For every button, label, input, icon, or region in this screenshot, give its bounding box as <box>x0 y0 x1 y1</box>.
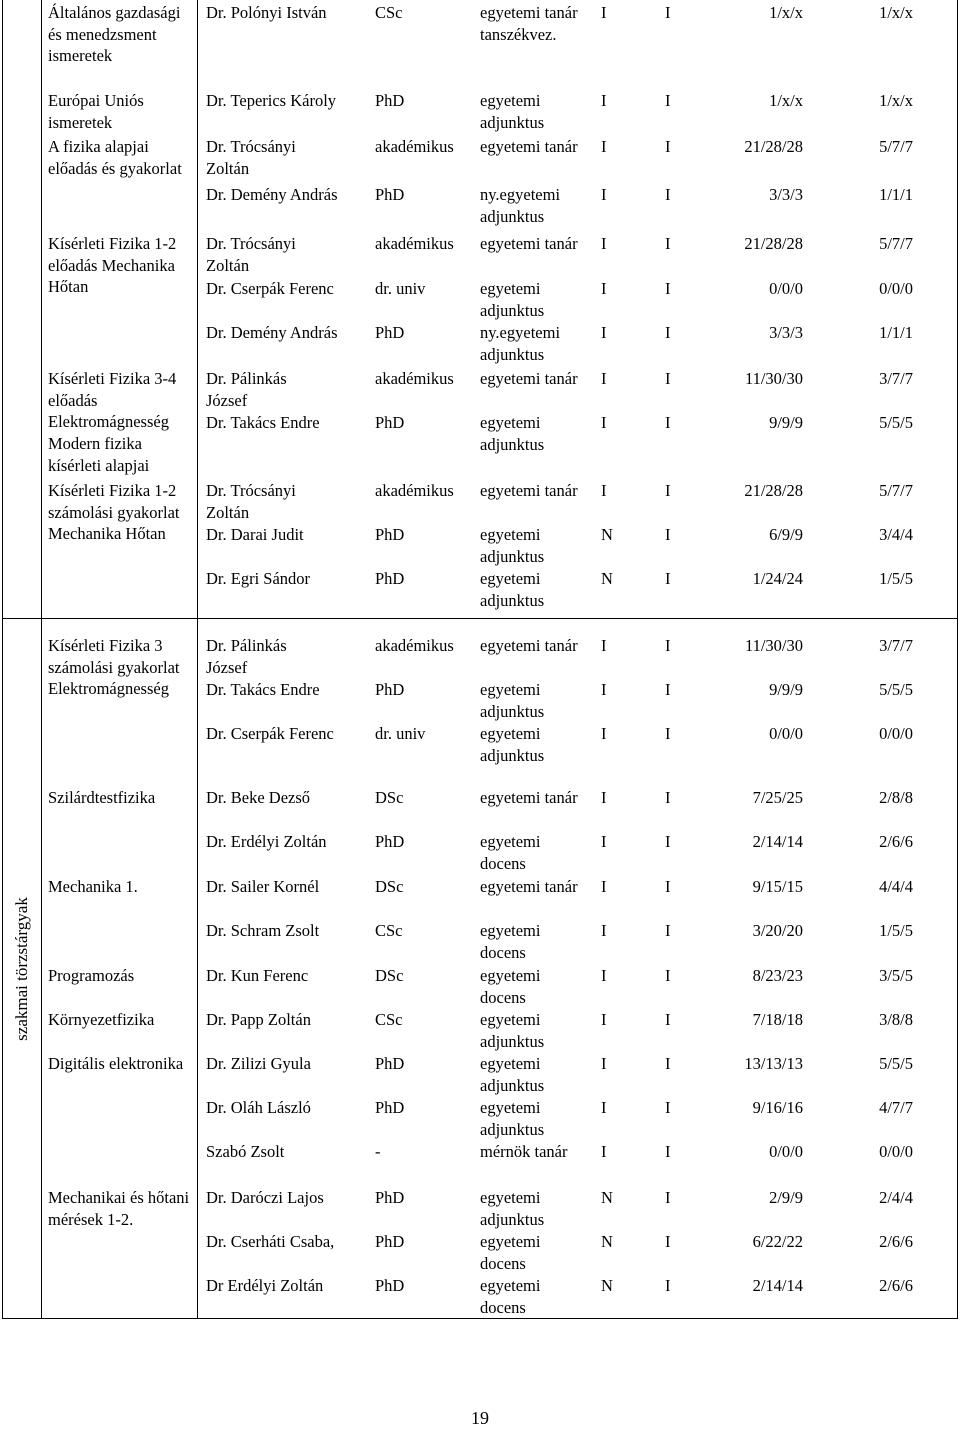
flag-1: I <box>601 724 607 743</box>
hours-2: 5/7/7 <box>879 234 913 253</box>
job-position: egyetemi tanár <box>480 137 578 156</box>
flag-2: I <box>665 680 671 699</box>
hours-1: 7/25/25 <box>752 788 803 807</box>
flag-1: I <box>601 137 607 156</box>
hours-1: 3/3/3 <box>769 185 803 204</box>
hours-2: 5/7/7 <box>879 481 913 500</box>
hours-1: 21/28/28 <box>744 137 803 156</box>
flag-2: I <box>665 724 671 743</box>
flag-2: I <box>665 3 671 22</box>
job-position: ny.egyetemi adjunktus <box>480 323 561 364</box>
flag-1: I <box>601 1010 607 1029</box>
hours-2: 1/x/x <box>879 3 913 22</box>
flag-1: I <box>601 185 607 204</box>
flag-2: I <box>665 921 671 940</box>
hours-2: 3/8/8 <box>879 1010 913 1029</box>
table-row <box>3 412 957 456</box>
flag-1: I <box>601 481 607 500</box>
job-position: egyetemi adjunktus <box>480 413 545 454</box>
job-position: egyetemi adjunktus <box>480 525 545 566</box>
hours-2: 3/5/5 <box>879 966 913 985</box>
instructor-name: Dr. Zilizi Gyula <box>206 1054 311 1073</box>
flag-1: I <box>601 832 607 851</box>
table-row <box>3 1097 957 1141</box>
flag-1: I <box>601 1142 607 1161</box>
flag-1: I <box>601 279 607 298</box>
flag-2: I <box>665 1142 671 1161</box>
instructor-name: Dr. Darai Judit <box>206 525 304 544</box>
table-row <box>3 1275 957 1319</box>
table-row <box>3 1009 957 1053</box>
hours-2: 3/7/7 <box>879 636 913 655</box>
job-position: egyetemi tanár <box>480 234 578 253</box>
job-position: egyetemi tanár tanszékvez. <box>480 3 578 44</box>
course-name: Programozás <box>48 966 135 985</box>
table-row <box>3 233 957 277</box>
flag-1: N <box>601 569 613 588</box>
flag-1: I <box>601 636 607 655</box>
table-row <box>3 965 957 1009</box>
academic-degree: PhD <box>375 91 405 110</box>
academic-degree: PhD <box>375 413 405 432</box>
academic-degree: akadémikus <box>375 369 454 388</box>
flag-1: I <box>601 369 607 388</box>
flag-2: I <box>665 877 671 896</box>
course-name: Szilárdtestfizika <box>48 788 156 807</box>
flag-2: I <box>665 1276 671 1295</box>
flag-1: N <box>601 525 613 544</box>
academic-degree: CSc <box>375 3 403 22</box>
instructor-name: Dr. Demény András <box>206 185 338 204</box>
academic-degree: akadémikus <box>375 481 454 500</box>
instructor-name: Dr. Kun Ferenc <box>206 966 309 985</box>
job-position: egyetemi tanár <box>480 877 578 896</box>
academic-degree: CSc <box>375 1010 403 1029</box>
hours-1: 11/30/30 <box>744 636 803 655</box>
academic-degree: DSc <box>375 788 404 807</box>
table-row <box>3 524 957 568</box>
flag-2: I <box>665 279 671 298</box>
flag-2: I <box>665 323 671 342</box>
hours-1: 8/23/23 <box>752 966 803 985</box>
hours-2: 2/6/6 <box>879 832 913 851</box>
table-row <box>3 723 957 767</box>
flag-1: I <box>601 323 607 342</box>
job-position: egyetemi tanár <box>480 481 578 500</box>
table-row <box>3 831 957 875</box>
academic-degree: PhD <box>375 1098 405 1117</box>
flag-2: I <box>665 137 671 156</box>
hours-2: 1/5/5 <box>879 921 913 940</box>
table-row <box>3 184 957 228</box>
hours-2: 2/4/4 <box>879 1188 913 1207</box>
job-position: egyetemi docens <box>480 966 541 1007</box>
hours-1: 7/18/18 <box>752 1010 803 1029</box>
flag-2: I <box>665 569 671 588</box>
academic-degree: DSc <box>375 877 404 896</box>
job-position: egyetemi adjunktus <box>480 91 545 132</box>
table-row <box>3 368 957 412</box>
course-name: A fizika alapjai előadás és gyakorlat <box>48 137 182 178</box>
hours-2: 0/0/0 <box>879 279 913 298</box>
table-section-bottom <box>3 618 957 1319</box>
academic-degree: PhD <box>375 832 405 851</box>
instructor-name: Dr. Cserháti Csaba, <box>206 1232 335 1251</box>
job-position: egyetemi adjunktus <box>480 724 545 765</box>
table-row <box>3 568 957 612</box>
academic-degree: akadémikus <box>375 636 454 655</box>
academic-degree: akadémikus <box>375 234 454 253</box>
hours-2: 5/5/5 <box>879 1054 913 1073</box>
flag-2: I <box>665 234 671 253</box>
academic-degree: CSc <box>375 921 403 940</box>
hours-1: 0/0/0 <box>769 1142 803 1161</box>
table-row <box>3 635 957 679</box>
hours-1: 6/9/9 <box>769 525 803 544</box>
flag-1: I <box>601 788 607 807</box>
academic-degree: PhD <box>375 1054 405 1073</box>
hours-2: 1/5/5 <box>879 569 913 588</box>
instructor-name: Dr. Erdélyi Zoltán <box>206 832 327 851</box>
hours-2: 5/7/7 <box>879 137 913 156</box>
hours-2: 1/1/1 <box>879 323 913 342</box>
instructor-name: Dr. Teperics Károly <box>206 91 337 110</box>
curriculum-table <box>2 0 958 1319</box>
job-position: egyetemi docens <box>480 1232 541 1273</box>
hours-1: 1/24/24 <box>752 569 803 588</box>
course-name: Kísérleti Fizika 1-2 előadás Mechanika Hőtan <box>48 234 177 297</box>
academic-degree: PhD <box>375 569 405 588</box>
job-position: egyetemi adjunktus <box>480 1188 545 1229</box>
hours-1: 13/13/13 <box>744 1054 803 1073</box>
academic-degree: dr. univ <box>375 724 426 743</box>
flag-2: I <box>665 481 671 500</box>
hours-2: 1/1/1 <box>879 185 913 204</box>
flag-1: I <box>601 234 607 253</box>
instructor-name: Dr. Papp Zoltán <box>206 1010 311 1029</box>
job-position: egyetemi docens <box>480 1276 541 1317</box>
instructor-name: Dr. Trócsányi Zoltán <box>206 137 296 178</box>
instructor-name: Dr. Takács Endre <box>206 413 320 432</box>
course-name: Mechanikai és hőtani mérések 1-2. <box>48 1188 190 1229</box>
hours-1: 9/9/9 <box>769 680 803 699</box>
course-name: Általános gazdasági és menedzsment ismeretek <box>48 3 181 66</box>
instructor-name: Dr. Pálinkás József <box>206 369 287 410</box>
job-position: egyetemi adjunktus <box>480 1054 545 1095</box>
table-row <box>3 1141 957 1185</box>
table-section-top <box>3 0 957 618</box>
academic-degree: PhD <box>375 680 405 699</box>
flag-1: N <box>601 1188 613 1207</box>
table-row <box>3 322 957 366</box>
instructor-name: Dr. Beke Dezső <box>206 788 311 807</box>
instructor-name: Dr. Takács Endre <box>206 680 320 699</box>
instructor-name: Dr. Pálinkás József <box>206 636 287 677</box>
flag-1: I <box>601 1098 607 1117</box>
hours-1: 3/3/3 <box>769 323 803 342</box>
table-row <box>3 2 957 46</box>
hours-2: 4/4/4 <box>879 877 913 896</box>
academic-degree: PhD <box>375 1188 405 1207</box>
job-position: egyetemi adjunktus <box>480 680 545 721</box>
hours-1: 11/30/30 <box>744 369 803 388</box>
instructor-name: Szabó Zsolt <box>206 1142 285 1161</box>
page-number: 19 <box>471 1408 489 1428</box>
academic-degree: - <box>375 1142 381 1161</box>
flag-2: I <box>665 636 671 655</box>
course-name: Kísérleti Fizika 1-2 számolási gyakorlat Mechanika Hőtan <box>48 481 180 544</box>
academic-degree: PhD <box>375 185 405 204</box>
hours-1: 6/22/22 <box>752 1232 803 1251</box>
job-position: egyetemi adjunktus <box>480 1098 545 1139</box>
instructor-name: Dr. Polónyi István <box>206 3 327 22</box>
table-row <box>3 679 957 723</box>
instructor-name: Dr. Oláh László <box>206 1098 311 1117</box>
hours-1: 1/x/x <box>769 3 803 22</box>
academic-degree: PhD <box>375 525 405 544</box>
flag-2: I <box>665 91 671 110</box>
course-name: Kísérleti Fizika 3-4 előadás Elektromágnesség Modern fizika kísérleti alapjai <box>48 369 177 475</box>
table-row <box>3 136 957 180</box>
hours-2: 2/6/6 <box>879 1232 913 1251</box>
hours-2: 5/5/5 <box>879 680 913 699</box>
hours-2: 3/7/7 <box>879 369 913 388</box>
table-row <box>3 278 957 322</box>
academic-degree: PhD <box>375 1276 405 1295</box>
job-position: egyetemi docens <box>480 921 541 962</box>
flag-2: I <box>665 185 671 204</box>
academic-degree: DSc <box>375 966 404 985</box>
job-position: egyetemi tanár <box>480 369 578 388</box>
flag-2: I <box>665 1188 671 1207</box>
flag-1: I <box>601 877 607 896</box>
flag-2: I <box>665 788 671 807</box>
instructor-name: Dr. Demény András <box>206 323 338 342</box>
hours-2: 2/6/6 <box>879 1276 913 1295</box>
job-position: egyetemi tanár <box>480 788 578 807</box>
hours-1: 3/20/20 <box>752 921 803 940</box>
category-label: szakmai törzstárgyak <box>12 897 32 1041</box>
job-position: egyetemi docens <box>480 832 541 873</box>
table-row <box>3 90 957 134</box>
academic-degree: PhD <box>375 323 405 342</box>
flag-1: I <box>601 3 607 22</box>
table-row <box>3 1231 957 1275</box>
hours-1: 21/28/28 <box>744 234 803 253</box>
instructor-name: Dr. Trócsányi Zoltán <box>206 234 296 275</box>
hours-1: 0/0/0 <box>769 279 803 298</box>
academic-degree: PhD <box>375 1232 405 1251</box>
job-position: egyetemi tanár <box>480 636 578 655</box>
instructor-name: Dr. Schram Zsolt <box>206 921 320 940</box>
flag-2: I <box>665 1232 671 1251</box>
table-row <box>3 1187 957 1231</box>
flag-1: N <box>601 1232 613 1251</box>
flag-1: I <box>601 91 607 110</box>
course-name: Kísérleti Fizika 3 számolási gyakorlat Elektromágnesség <box>48 636 180 699</box>
hours-2: 4/7/7 <box>879 1098 913 1117</box>
flag-1: I <box>601 1054 607 1073</box>
hours-1: 2/14/14 <box>752 1276 803 1295</box>
hours-1: 9/16/16 <box>752 1098 803 1117</box>
flag-2: I <box>665 966 671 985</box>
instructor-name: Dr. Egri Sándor <box>206 569 311 588</box>
academic-degree: akadémikus <box>375 137 454 156</box>
flag-1: I <box>601 680 607 699</box>
flag-2: I <box>665 525 671 544</box>
course-name: Európai Uniós ismeretek <box>48 91 144 132</box>
hours-2: 0/0/0 <box>879 1142 913 1161</box>
table-row <box>3 787 957 831</box>
hours-2: 2/8/8 <box>879 788 913 807</box>
hours-1: 9/9/9 <box>769 413 803 432</box>
table-row <box>3 480 957 524</box>
course-name: Mechanika 1. <box>48 877 138 896</box>
hours-2: 0/0/0 <box>879 724 913 743</box>
flag-1: N <box>601 1276 613 1295</box>
instructor-name: Dr. Cserpák Ferenc <box>206 724 334 743</box>
course-name: Környezetfizika <box>48 1010 155 1029</box>
instructor-name: Dr. Cserpák Ferenc <box>206 279 334 298</box>
flag-2: I <box>665 369 671 388</box>
hours-1: 21/28/28 <box>744 481 803 500</box>
job-position: egyetemi adjunktus <box>480 569 545 610</box>
flag-1: I <box>601 413 607 432</box>
job-position: egyetemi adjunktus <box>480 279 545 320</box>
instructor-name: Dr. Sailer Kornél <box>206 877 320 896</box>
job-position: mérnök tanár <box>480 1142 568 1161</box>
hours-2: 5/5/5 <box>879 413 913 432</box>
hours-1: 2/14/14 <box>752 832 803 851</box>
instructor-name: Dr Erdélyi Zoltán <box>206 1276 324 1295</box>
job-position: egyetemi adjunktus <box>480 1010 545 1051</box>
flag-2: I <box>665 1098 671 1117</box>
flag-2: I <box>665 832 671 851</box>
flag-2: I <box>665 1010 671 1029</box>
flag-2: I <box>665 413 671 432</box>
table-row <box>3 876 957 920</box>
hours-1: 9/15/15 <box>752 877 803 896</box>
hours-2: 3/4/4 <box>879 525 913 544</box>
flag-1: I <box>601 966 607 985</box>
flag-1: I <box>601 921 607 940</box>
course-name: Digitális elektronika <box>48 1054 184 1073</box>
academic-degree: dr. univ <box>375 279 426 298</box>
hours-1: 1/x/x <box>769 91 803 110</box>
table-row <box>3 920 957 964</box>
hours-1: 2/9/9 <box>769 1188 803 1207</box>
hours-2: 1/x/x <box>879 91 913 110</box>
table-row <box>3 1053 957 1097</box>
job-position: ny.egyetemi adjunktus <box>480 185 561 226</box>
hours-1: 0/0/0 <box>769 724 803 743</box>
instructor-name: Dr. Trócsányi Zoltán <box>206 481 296 522</box>
instructor-name: Dr. Daróczi Lajos <box>206 1188 324 1207</box>
flag-2: I <box>665 1054 671 1073</box>
